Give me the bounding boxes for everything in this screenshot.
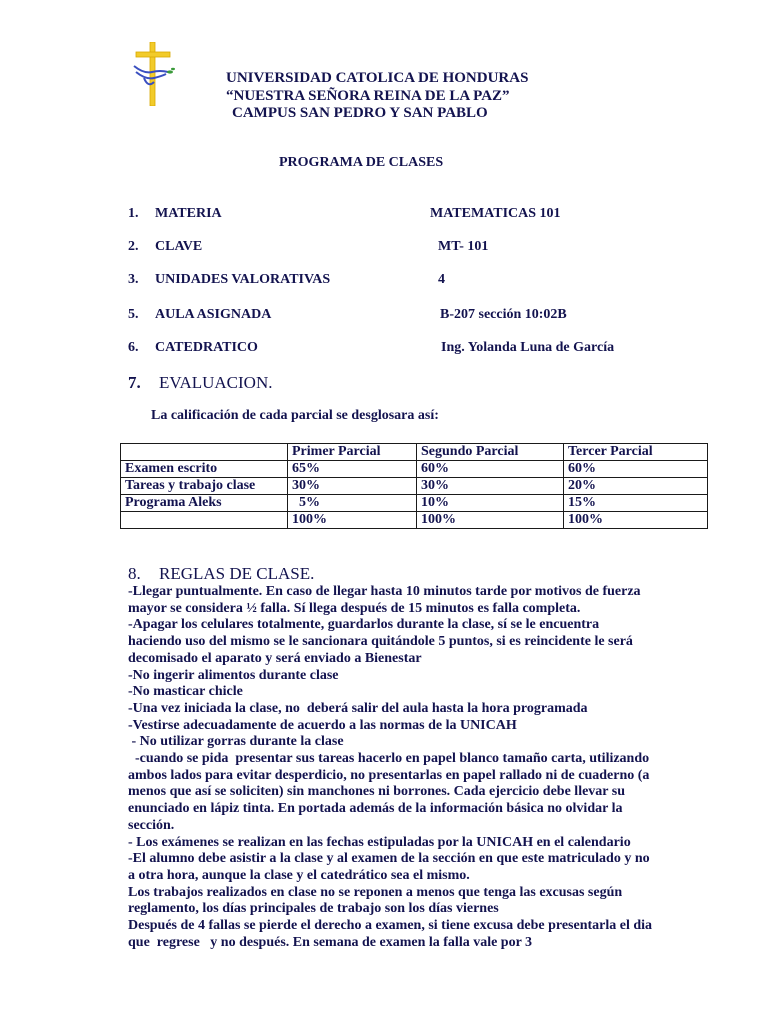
university-motto: “NUESTRA SEÑORA REINA DE LA PAZ” — [226, 88, 510, 104]
table-row — [121, 495, 708, 512]
item-value: Ing. Yolanda Luna de García — [441, 340, 615, 355]
item-label: CATEDRATICO — [155, 340, 258, 355]
table-cell: 30% — [417, 478, 564, 495]
item-number: 1. — [128, 206, 139, 221]
table-cell — [121, 512, 288, 529]
item-number: 2. — [128, 239, 139, 254]
table-row — [121, 478, 708, 495]
section-number: 8. — [128, 564, 141, 583]
item-number: 6. — [128, 340, 139, 355]
rule-line: -cuando se pida presentar sus tareas hacerlo en papel blanco tamaño carta, utilizando — [128, 751, 650, 767]
rule-line: -Vestirse adecuadamente de acuerdo a las normas de la UNICAH — [128, 717, 517, 733]
rule-line: decomisado el aparato y será enviado a Bienestar — [128, 650, 422, 666]
rule-line: -Apagar los celulares totalmente, guardarlos durante la clase, sí se le encuentra — [128, 617, 600, 633]
rule-line: -Una vez iniciada la clase, no deberá salir del aula hasta la hora programada — [128, 700, 588, 716]
table-cell: 100% — [564, 512, 708, 529]
table-cell: 100% — [288, 512, 417, 529]
table-cell: 20% — [564, 478, 708, 495]
table-header-cell: Tercer Parcial — [564, 444, 708, 461]
rule-line: -Llegar puntualmente. En caso de llegar hasta 10 minutos tarde por motivos de fuerza — [128, 584, 641, 599]
table-cell: 60% — [417, 461, 564, 478]
rule-line: a otra hora, aunque la clase y el catedrático sea el mismo. — [128, 867, 470, 883]
table-header-row — [121, 444, 708, 461]
rules-heading — [128, 564, 315, 584]
table-cell: Programa Aleks — [121, 495, 288, 512]
table-total-row — [121, 512, 708, 529]
rule-line: reglamento, los días principales de trabajo son los días viernes — [128, 901, 499, 917]
rule-line: que regrese y no después. En semana de examen la falla vale por 3 — [128, 934, 533, 950]
table-row — [121, 461, 708, 478]
table-cell: 100% — [417, 512, 564, 529]
university-name: UNIVERSIDAD CATOLICA DE HONDURAS — [226, 70, 529, 86]
table-cell: 30% — [288, 478, 417, 495]
table-cell: Tareas y trabajo clase — [121, 478, 288, 495]
rule-line: Después de 4 fallas se pierde el derecho a examen, si tiene excusa debe presentarla el dia — [128, 918, 653, 934]
rule-line: haciendo uso del mismo se le sancionara quitándole 5 puntos, si es reincidente le será — [128, 634, 633, 650]
item-value: MATEMATICAS 101 — [430, 206, 561, 221]
item-label: UNIDADES VALORATIVAS — [155, 272, 331, 287]
grades-table — [120, 443, 708, 529]
table-header-cell: Primer Parcial — [288, 444, 417, 461]
rule-line: - Los exámenes se realizan en las fechas estipuladas por la UNICAH en el calendario — [128, 834, 631, 850]
campus-name: CAMPUS SAN PEDRO Y SAN PABLO — [232, 105, 488, 121]
section-number: 7. — [128, 373, 141, 392]
rule-line: Los trabajos realizados en clase no se reponen a menos que tenga las excusas según — [128, 884, 623, 900]
table-header-cell — [121, 444, 288, 461]
item-value: B-207 sección 10:02B — [440, 307, 567, 322]
table-cell: 5% — [288, 495, 417, 512]
item-label: AULA ASIGNADA — [155, 307, 272, 322]
section-title: REGLAS DE CLASE. — [159, 564, 315, 583]
rule-line: mayor se considera ½ falla. Sí llega después de 15 minutos es falla completa. — [128, 600, 581, 616]
section-title: EVALUACION. — [159, 373, 273, 392]
item-value: 4 — [438, 272, 445, 287]
rules-list — [128, 584, 718, 951]
table-header-cell: Segundo Parcial — [417, 444, 564, 461]
table-cell: 60% — [564, 461, 708, 478]
olive-branch-icon — [167, 68, 175, 74]
evaluation-heading — [128, 373, 273, 393]
table-cell: 10% — [417, 495, 564, 512]
rule-line: menos que así se soliciten) sin manchones ni borrones. Cada ejercicio debe llevar su — [128, 784, 625, 800]
table-cell: 15% — [564, 495, 708, 512]
university-cross-dove-logo — [130, 42, 176, 106]
item-number: 3. — [128, 272, 139, 287]
item-label: CLAVE — [155, 239, 203, 254]
rule-line: sección. — [128, 817, 175, 833]
document-title: PROGRAMA DE CLASES — [279, 155, 444, 170]
evaluation-intro: La calificación de cada parcial se desglosara así: — [151, 408, 439, 423]
item-value: MT- 101 — [438, 239, 489, 254]
rule-line: - No utilizar gorras durante la clase — [128, 734, 344, 750]
table-cell: 65% — [288, 461, 417, 478]
rule-line: enunciado en lápiz tinta. En portada además de la información básica no olvidar la — [128, 801, 623, 817]
rule-line: -No ingerir alimentos durante clase — [128, 667, 339, 683]
rule-line: -El alumno debe asistir a la clase y al examen de la sección en que este matriculado y no — [128, 851, 650, 867]
table-cell: Examen escrito — [121, 461, 288, 478]
item-label: MATERIA — [155, 206, 222, 221]
rule-line: ambos lados para evitar desperdicio, no presentarlas en papel rallado ni de cuaderno (a — [128, 767, 650, 783]
rule-line: -No masticar chicle — [128, 684, 243, 700]
item-number: 5. — [128, 307, 139, 322]
